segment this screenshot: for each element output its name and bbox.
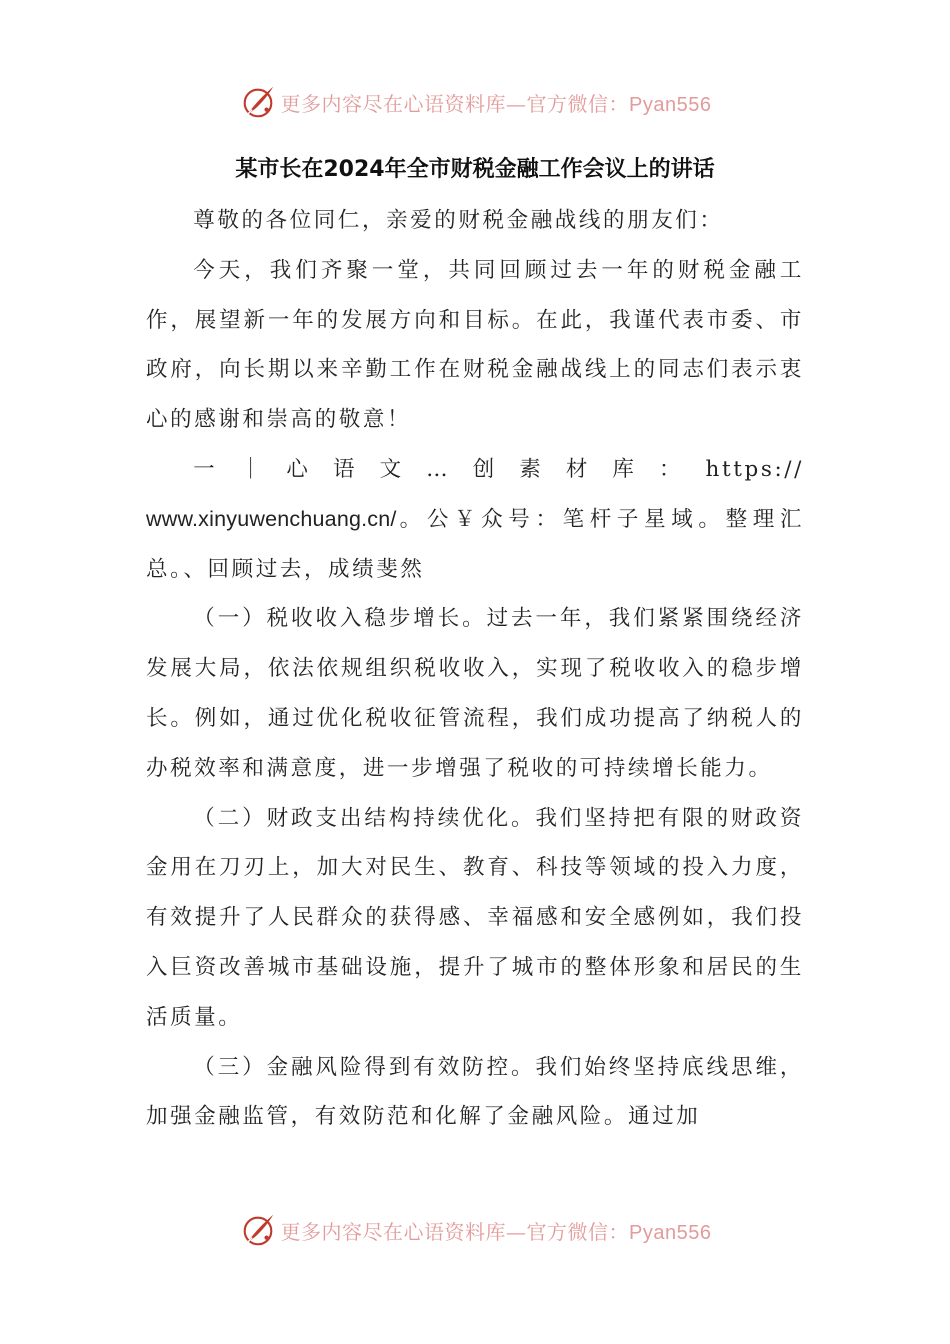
paragraph-financial-risk: （三）金融风险得到有效防控。我们始终坚持底线思维，加强金融监管，有效防范和化解了金融风险。通过加 xyxy=(146,1054,804,1130)
footer-banner xyxy=(0,1210,950,1250)
quill-pen-logo-icon xyxy=(239,83,277,121)
banner-text: 更多内容尽在心语资料库—官方微信：Pyan556 xyxy=(280,1219,712,1244)
intro-paragraph: 今天，我们齐聚一堂，共同回顾过去一年的财税金融工作，展望新一年的发展方向和目标。在此，我谨代表市委、市政府，向长期以来辛勤工作在财税金融战线上的同志们表示衷心的感谢和崇高的敬意！ xyxy=(146,257,804,433)
section-heading-line-2: www.xinyuwenchuang.cn/。公￥众号：笔杆子星域。整理汇总。、回顾过去，成绩斐然 xyxy=(146,506,804,582)
document-body xyxy=(146,196,804,1142)
header-banner xyxy=(0,82,950,122)
quill-pen-logo-icon xyxy=(239,1211,277,1249)
salutation: 尊敬的各位同仁，亲爱的财税金融战线的朋友们： xyxy=(193,208,724,233)
paragraph-tax-revenue: （一）税收收入稳步增长。过去一年，我们紧紧围绕经济发展大局，依法依规组织税收收入，实现了税收收入的稳步增长。例如，通过优化税收征管流程，我们成功提高了纳税人的办税效率和满意度，进一步增强了税收的可持续增长能力。 xyxy=(146,606,804,781)
section-heading-line-1: 一｜心语文…创素材库：https:// xyxy=(193,456,804,482)
wechat-id: Pyan556 xyxy=(629,93,712,116)
banner-text: 更多内容尽在心语资料库—官方微信：Pyan556 xyxy=(280,91,712,116)
paragraph-fiscal-expenditure: （二）财政支出结构持续优化。我们坚持把有限的财政资金用在刀刃上，加大对民生、教育、科技等领域的投入力度，有效提升了人民群众的获得感、幸福感和安全感例如，我们投入巨资改善城市基础设施，提升了城市的整体形象和居民的生活质量。 xyxy=(146,805,804,1030)
website-url: www.xinyuwenchuang.cn/ xyxy=(146,506,397,531)
wechat-id: Pyan556 xyxy=(629,1221,712,1244)
document-title: 某市长在2024年全市财税金融工作会议上的讲话 xyxy=(235,157,715,182)
